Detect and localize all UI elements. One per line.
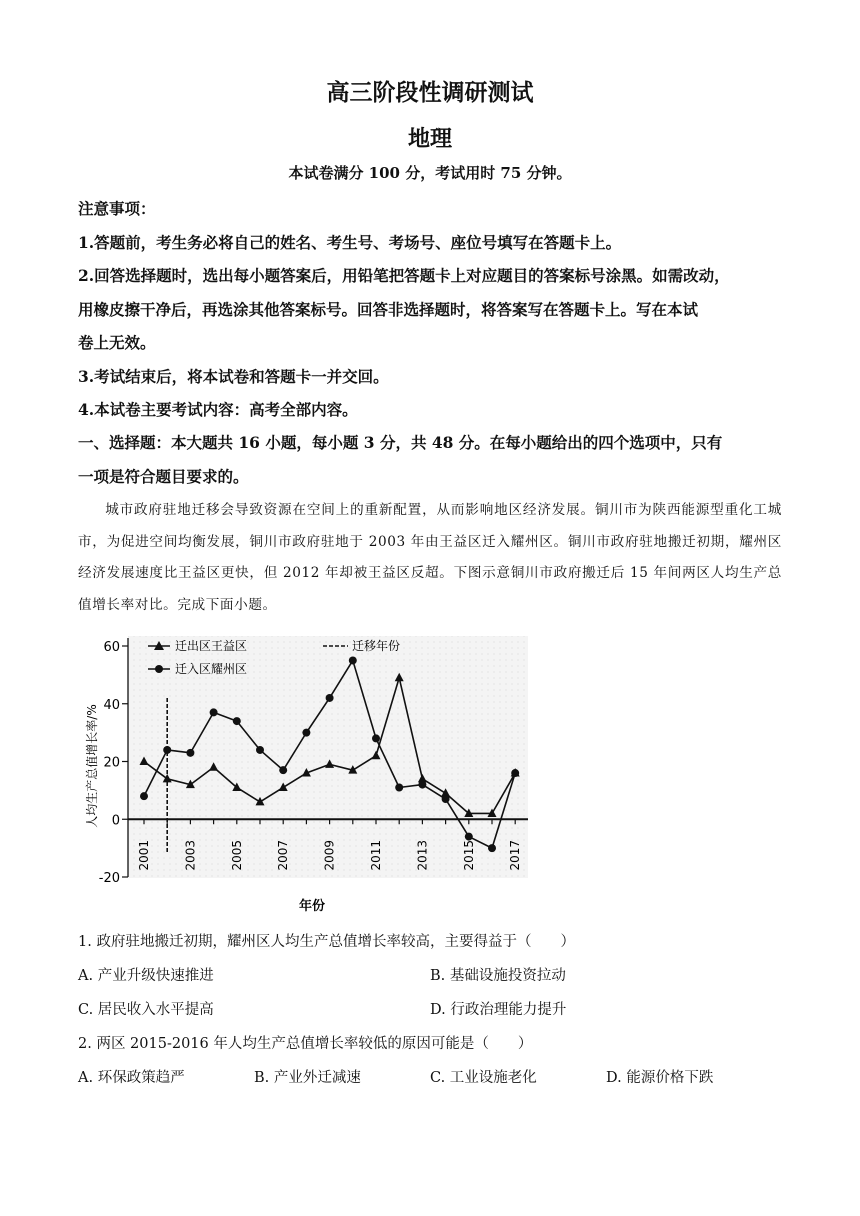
y-tick-label: 40	[103, 697, 120, 713]
question-1-stem: 1. 政府驻地搬迁初期，耀州区人均生产总值增长率较高，主要得益于（ ）	[78, 934, 575, 950]
x-axis-label: 年份	[298, 899, 326, 914]
question-2-option-b[interactable]: B. 产业外迁减速	[254, 1070, 361, 1086]
yaozhou-data-point	[186, 749, 194, 757]
question-1-option-b[interactable]: B. 基础设施投资拉动	[430, 968, 566, 984]
yaozhou-data-point	[326, 694, 334, 702]
y-tick-label: 0	[111, 813, 120, 829]
x-tick-label: 2007	[276, 839, 291, 871]
x-tick-label: 2001	[137, 839, 151, 871]
note-item-2-line-2: 用橡皮擦干净后，再选涂其他答案标号。回答非选择题时，将答案写在答题卡上。写在本试	[78, 300, 699, 319]
yaozhou-data-point	[163, 746, 171, 754]
yaozhou-data-point	[349, 656, 357, 664]
legend-series-1: 迁出区王益区	[175, 639, 248, 653]
x-tick-label: 2017	[508, 839, 523, 871]
question-1-option-c[interactable]: C. 居民收入水平提高	[78, 1002, 214, 1018]
note-item-3: 3.考试结束后，将本试卷和答题卡一并交回。	[78, 367, 389, 386]
yaozhou-data-point	[210, 708, 218, 716]
question-2-option-c[interactable]: C. 工业设施老化	[430, 1070, 537, 1086]
yaozhou-data-point	[488, 844, 496, 852]
note-item-2-line-1: 2.回答选择题时，选出每小题答案后，用铅笔把答题卡上对应题目的答案标号涂黑。如需改动，	[78, 266, 730, 285]
x-tick-label: 2009	[322, 839, 337, 871]
yaozhou-data-point	[465, 833, 473, 841]
notes-heading: 注意事项：	[78, 199, 156, 218]
note-item-2-line-3: 卷上无效。	[78, 333, 156, 352]
y-tick-label: 20	[103, 755, 120, 771]
note-item-4: 4.本试卷主要考试内容：高考全部内容。	[78, 400, 358, 419]
y-axis-label: 人均生产总值增长率/%	[85, 704, 99, 828]
x-tick-label: 2003	[183, 839, 198, 871]
section-heading-line-1: 一、选择题：本大题共 16 小题，每小题 3 分，共 48 分。在每小题给出的四个选项中，只有	[78, 433, 723, 452]
growth-rate-line-chart	[78, 628, 538, 920]
x-tick-label: 2015	[461, 839, 476, 871]
yaozhou-data-point	[140, 792, 148, 800]
note-item-1: 1.答题前，考生务必将自己的姓名、考生号、考场号、座位号填写在答题卡上。	[78, 233, 622, 252]
legend-series-2: 迁入区耀州区	[175, 662, 248, 676]
y-tick-label: -20	[98, 871, 120, 886]
yaozhou-data-point	[233, 717, 241, 725]
question-1-option-d[interactable]: D. 行政治理能力提升	[430, 1002, 567, 1018]
yaozhou-data-point	[511, 769, 519, 777]
subject-title: 地理	[407, 126, 452, 152]
yaozhou-data-point	[256, 746, 264, 754]
question-2-stem: 2. 两区 2015-2016 年人均生产总值增长率较低的原因可能是（ ）	[78, 1036, 533, 1052]
question-2-option-a[interactable]: A. 环保政策趋严	[78, 1070, 185, 1086]
yaozhou-data-point	[279, 766, 287, 774]
yaozhou-data-point	[372, 734, 380, 742]
circle-marker-icon	[155, 665, 163, 673]
section-heading-line-2: 一项是符合题目要求的。	[78, 467, 249, 486]
x-tick-label: 2005	[229, 839, 244, 871]
yaozhou-data-point	[302, 729, 310, 737]
exam-intro: 本试卷满分 100 分，考试用时 75 分钟。	[288, 164, 572, 182]
yaozhou-data-point	[442, 795, 450, 803]
legend-reference-line: 迁移年份	[352, 639, 401, 653]
exam-title: 高三阶段性调研测试	[326, 79, 534, 106]
question-1-option-a[interactable]: A. 产业升级快速推进	[78, 968, 214, 984]
passage-text: 城市政府驻地迁移会导致资源在空间上的重新配置，从而影响地区经济发展。铜川市为陕西能源型重化工城市，为促进空间均衡发展，铜川市政府驻地于 2003 年由王益区迁入耀州区。铜川市政府驻地搬迁初期，耀州区经济发展速度比王益区更快，但 2012 年却被王益区反超。下图示意铜川市政府搬迁后 15 年间两区人均生产总值增长率对比。完成下面小题。	[78, 502, 782, 613]
y-tick-label: 60	[103, 640, 120, 655]
x-tick-label: 2013	[415, 839, 430, 871]
question-2-option-d[interactable]: D. 能源价格下跌	[606, 1070, 714, 1086]
yaozhou-data-point	[418, 781, 426, 789]
x-tick-label: 2011	[369, 839, 383, 871]
yaozhou-data-point	[395, 783, 403, 791]
